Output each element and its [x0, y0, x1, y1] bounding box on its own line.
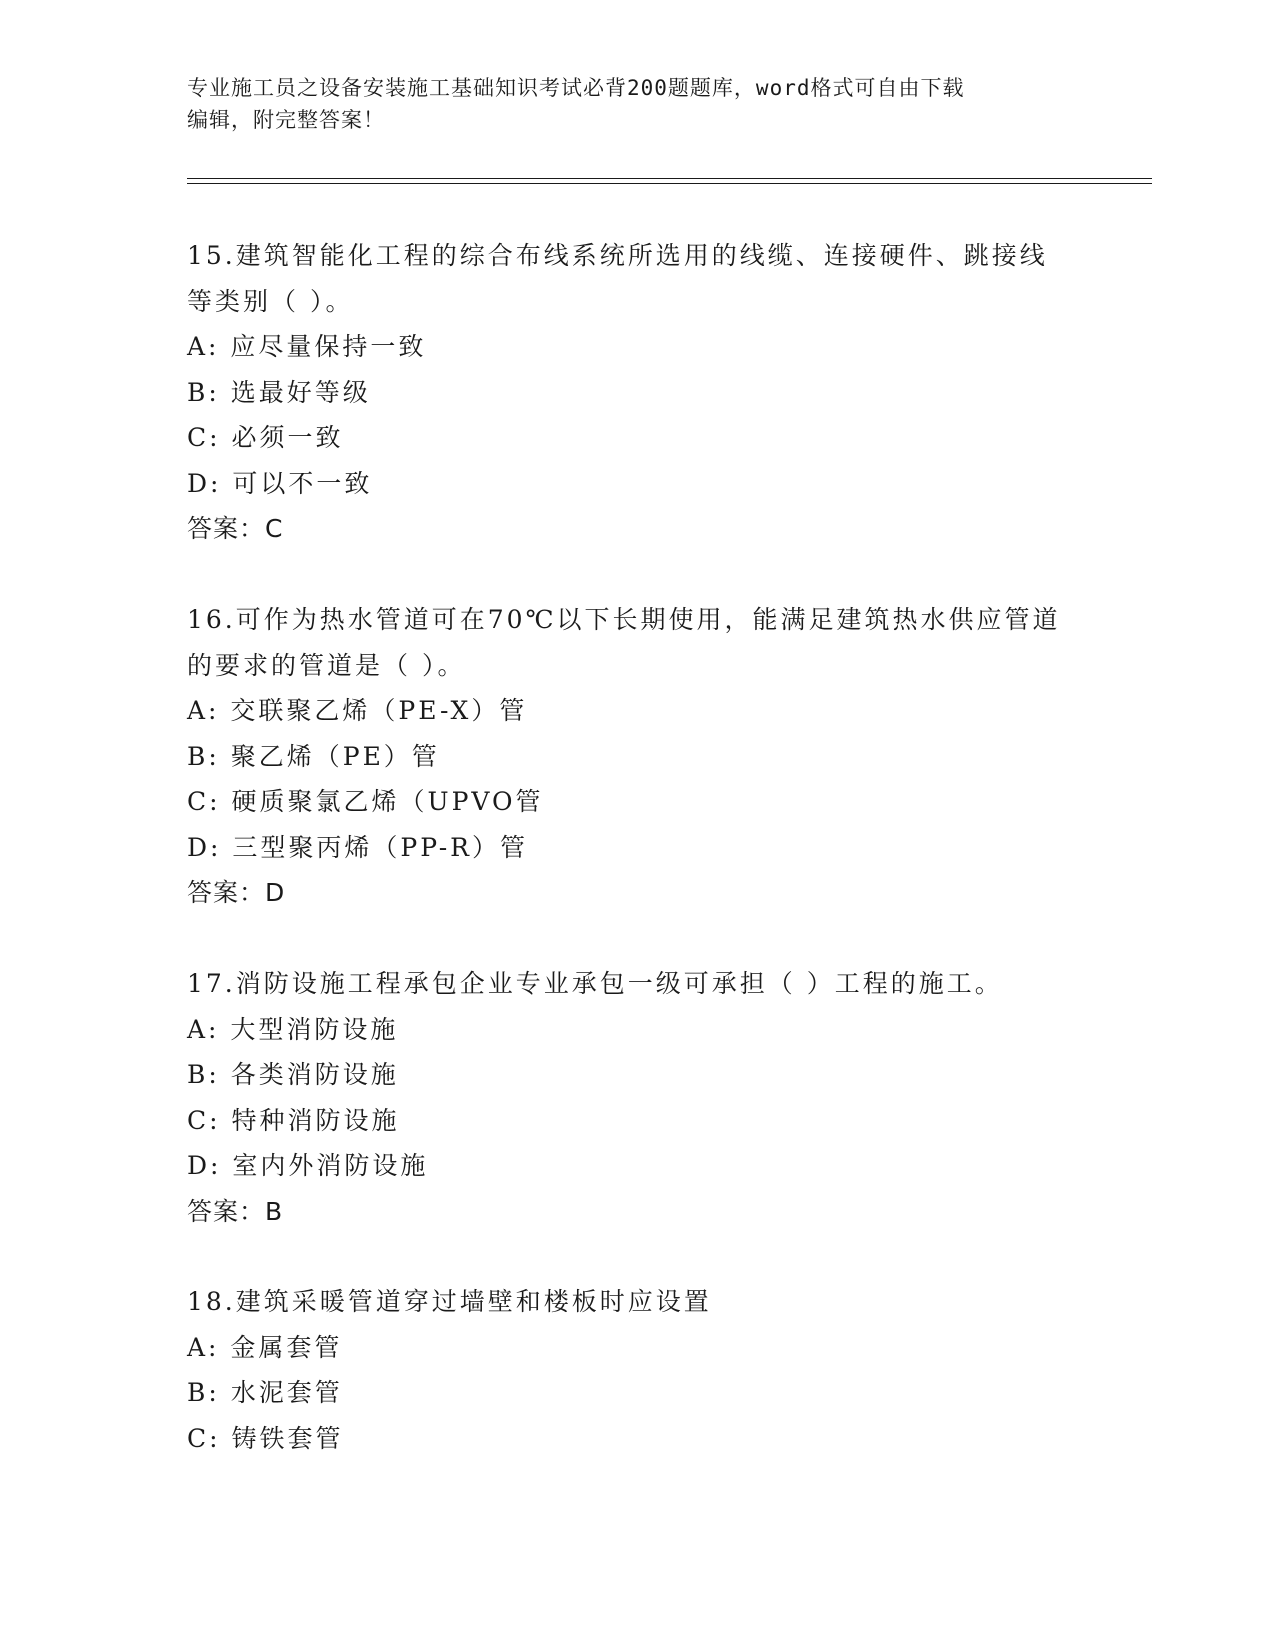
answer-label: 答案：D [187, 878, 286, 907]
option-b: B: 各类消防设施 [187, 1060, 399, 1089]
option-b: B: 水泥套管 [187, 1378, 343, 1407]
option-c: C: 必须一致 [187, 423, 344, 452]
option-c: C: 硬质聚氯乙烯（UPVO管 [187, 787, 544, 816]
option-a: A: 大型消防设施 [187, 1014, 399, 1044]
document-header [187, 72, 1067, 136]
option-d: D: 三型聚丙烯（PP-R）管 [187, 832, 528, 862]
option-c: C: 特种消防设施 [187, 1105, 400, 1135]
answer-label: 答案：B [187, 1196, 284, 1226]
answer-label: 答案：C [187, 514, 284, 543]
option-b: B: 聚乙烯（PE）管 [187, 741, 440, 771]
option-a: A: 金属套管 [187, 1332, 343, 1362]
question-stem-line: 15.建筑智能化工程的综合布线系统所选用的线缆、连接硬件、跳接线 [187, 241, 1048, 270]
question-16 [187, 597, 1087, 916]
option-b: B: 选最好等级 [187, 377, 371, 407]
header-divider-top [187, 178, 1152, 179]
option-a: A: 交联聚乙烯（PE-X）管 [187, 696, 528, 725]
option-c: C: 铸铁套管 [187, 1423, 344, 1453]
question-stem-line: 18.建筑采暖管道穿过墙壁和楼板时应设置 [187, 1287, 712, 1316]
option-a: A: 应尽量保持一致 [187, 332, 427, 361]
header-divider-bottom [187, 183, 1152, 184]
question-stem-line: 等类别（ ）。 [187, 286, 354, 316]
question-stem-line: 17.消防设施工程承包企业专业承包一级可承担（ ）工程的施工。 [187, 969, 1003, 998]
option-d: D: 室内外消防设施 [187, 1151, 429, 1180]
header-line-1: 专业施工员之设备安装施工基础知识考试必背200题题库，word格式可自由下载 [187, 76, 965, 100]
question-stem-line: 16.可作为热水管道可在70℃以下长期使用，能满足建筑热水供应管道 [187, 605, 1061, 634]
question-17 [187, 961, 1087, 1234]
question-stem-line: 的要求的管道是（ ）。 [187, 650, 466, 680]
option-d: D: 可以不一致 [187, 468, 373, 498]
header-line-2: 编辑，附完整答案！ [187, 108, 385, 132]
question-18 [187, 1279, 1087, 1461]
question-15 [187, 233, 1087, 552]
